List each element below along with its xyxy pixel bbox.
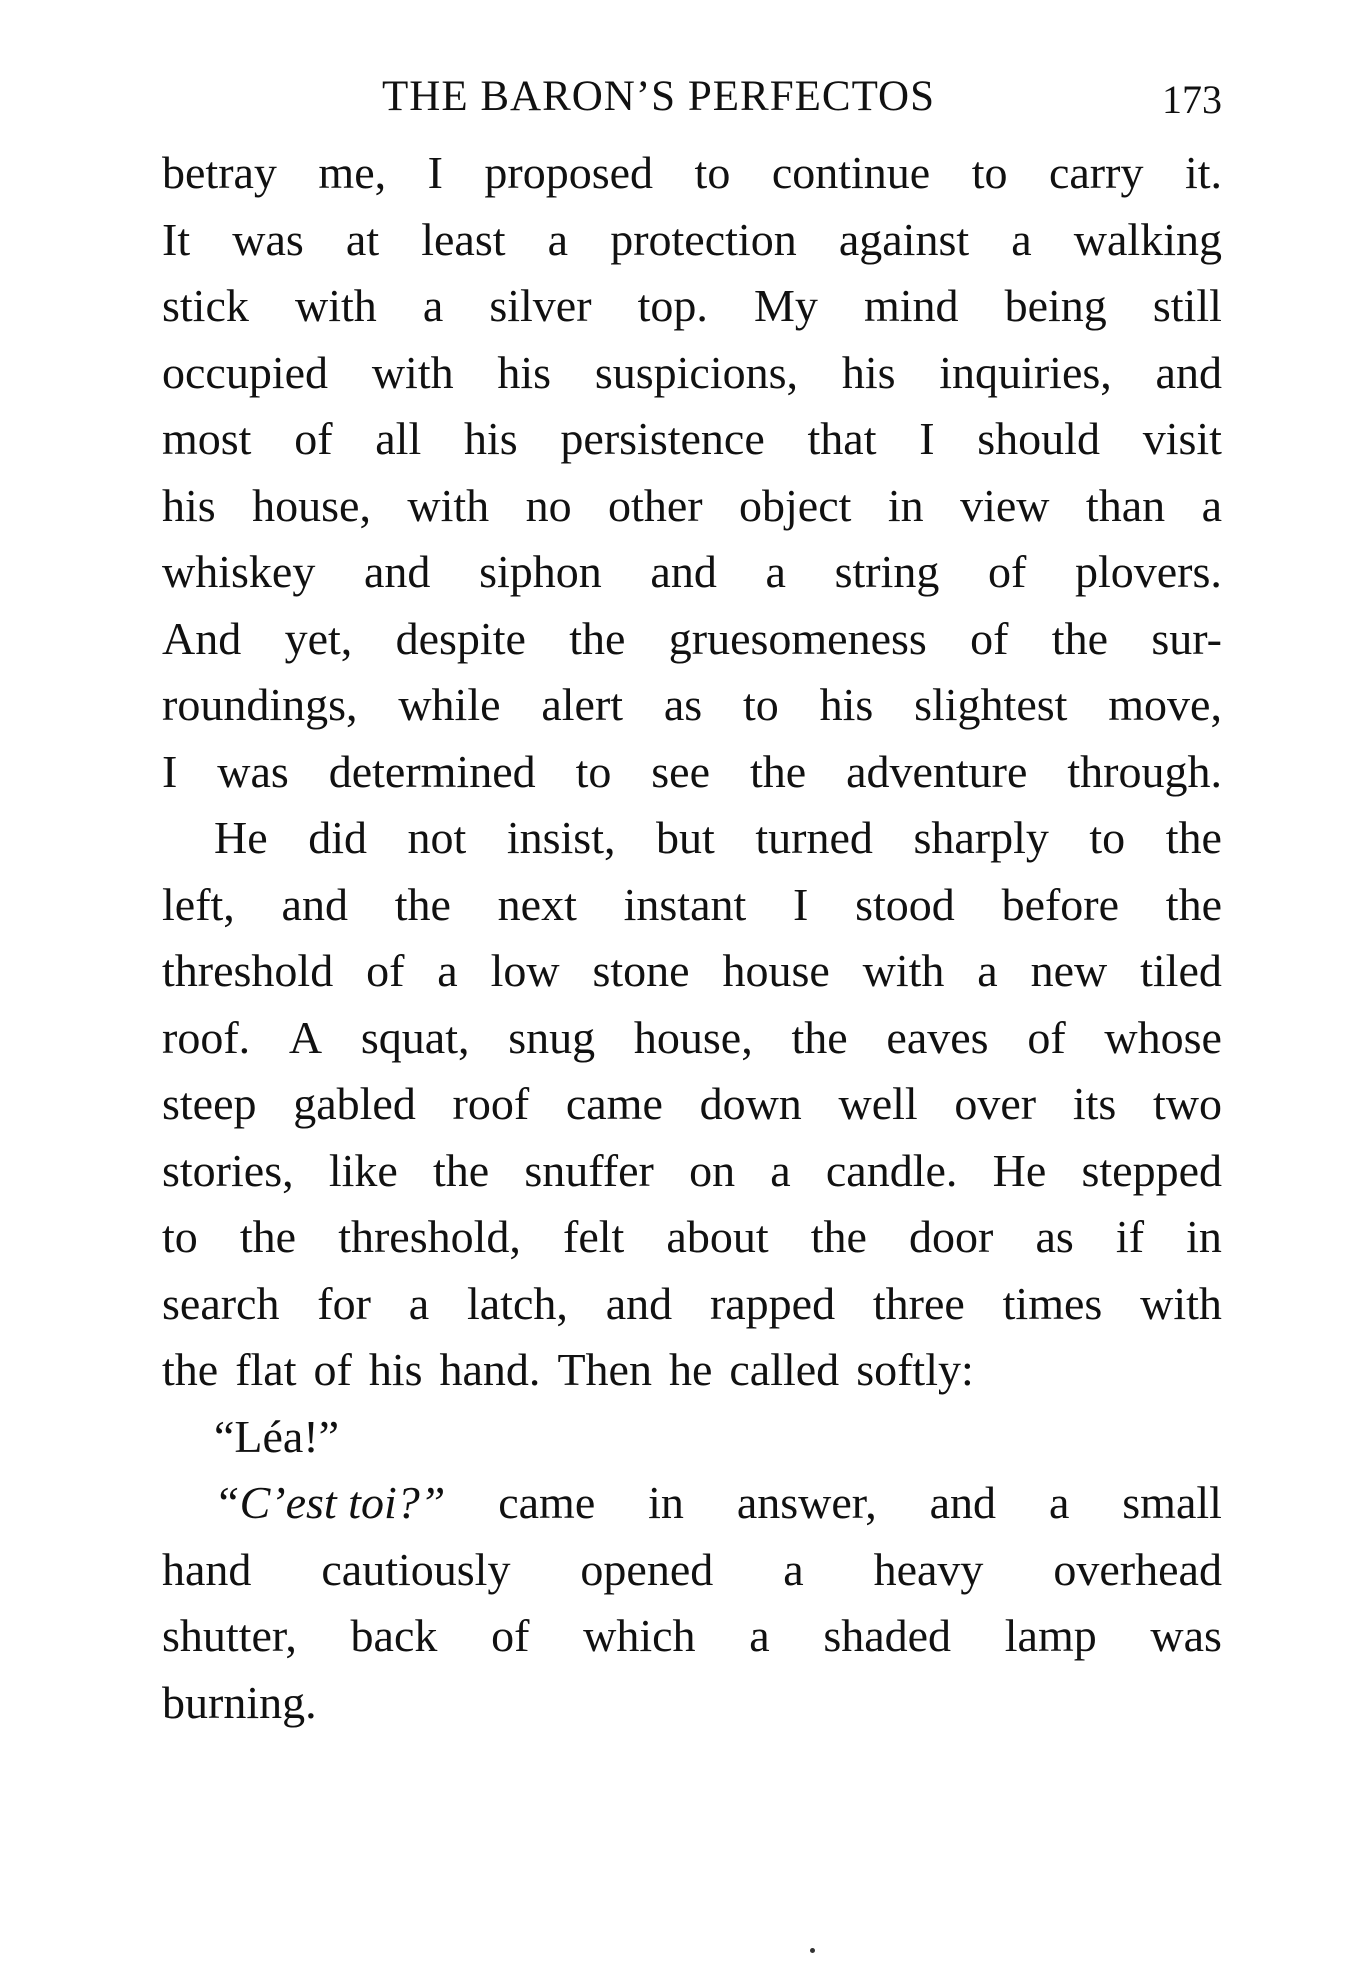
word: stood <box>855 878 955 930</box>
word: roof <box>452 1078 530 1129</box>
word: and <box>929 1477 997 1528</box>
word: a <box>547 213 569 265</box>
word: adventure <box>846 745 1028 797</box>
text-line <box>162 1271 1222 1338</box>
word: opened <box>580 1543 714 1595</box>
word: flat <box>235 1344 297 1395</box>
word: to <box>694 147 731 198</box>
word: inquiries, <box>939 346 1112 398</box>
word: with <box>371 346 454 398</box>
word: the <box>1165 878 1222 930</box>
word: a <box>770 1144 791 1196</box>
word: determined <box>328 745 536 797</box>
word: “C’est toi?” <box>214 1477 446 1528</box>
word: It <box>162 213 191 265</box>
word: that <box>807 413 877 464</box>
word: a <box>422 280 444 331</box>
word: move, <box>1108 679 1222 730</box>
word: house <box>722 945 830 996</box>
word: And <box>162 612 242 664</box>
word: roof. <box>162 1011 251 1063</box>
word: stepped <box>1081 1144 1222 1196</box>
word: he <box>668 1344 713 1395</box>
word: sur- <box>1151 612 1222 664</box>
body-text <box>162 140 1222 1736</box>
word: the <box>162 1344 219 1395</box>
word: turned <box>755 812 873 863</box>
word: instant <box>623 878 747 930</box>
word: the <box>394 878 451 930</box>
word: to <box>575 745 612 797</box>
word: to <box>162 1211 198 1262</box>
word: at <box>345 213 380 265</box>
word: the <box>433 1144 490 1196</box>
word: in <box>1186 1211 1222 1262</box>
word: stories, <box>162 1144 294 1196</box>
word: down <box>699 1078 802 1129</box>
word: house, <box>633 1011 753 1063</box>
word: I <box>793 878 809 930</box>
word: overhead <box>1053 1543 1222 1595</box>
word: Then <box>557 1344 652 1395</box>
word: proposed <box>484 147 654 198</box>
word: carry <box>1048 147 1144 198</box>
word: “Léa!” <box>214 1410 340 1462</box>
word: cautiously <box>321 1543 511 1595</box>
word: most <box>162 413 252 464</box>
word: object <box>739 479 852 531</box>
word: house, <box>252 479 371 531</box>
word: felt <box>563 1211 625 1262</box>
word: the <box>239 1211 297 1262</box>
word: its <box>1072 1078 1117 1129</box>
word: I <box>162 745 178 797</box>
word: shaded <box>823 1610 952 1661</box>
word: three <box>872 1277 965 1329</box>
word: continue <box>771 147 931 198</box>
word: of <box>988 546 1027 597</box>
word: back <box>350 1610 438 1661</box>
text-line <box>162 1404 1222 1471</box>
word: times <box>1002 1277 1103 1329</box>
word: a <box>437 945 458 996</box>
word: a <box>408 1277 430 1329</box>
word: the <box>810 1211 867 1262</box>
word: of <box>491 1610 530 1661</box>
word: He <box>214 812 268 863</box>
word: which <box>583 1610 696 1661</box>
text-line <box>162 539 1222 606</box>
word: his <box>497 346 552 398</box>
word: roundings, <box>162 679 358 730</box>
word: a <box>1011 213 1032 265</box>
word: hand. <box>439 1344 541 1395</box>
word: alert <box>541 679 624 730</box>
text-line <box>162 805 1222 872</box>
word: plovers. <box>1074 546 1222 597</box>
word: My <box>753 280 818 331</box>
word: A <box>288 1011 323 1063</box>
word: snug <box>508 1011 596 1063</box>
word: came <box>565 1078 663 1129</box>
page-number: 173 <box>1162 77 1222 122</box>
word: gabled <box>293 1078 416 1129</box>
word: threshold <box>162 945 334 996</box>
text-line <box>162 1337 1222 1404</box>
text-line <box>162 340 1222 407</box>
word: threshold, <box>338 1211 521 1262</box>
word: for <box>317 1277 371 1329</box>
word: on <box>689 1144 736 1196</box>
word: He <box>992 1144 1047 1196</box>
word: was <box>217 745 289 797</box>
word: through. <box>1067 745 1222 797</box>
text-line <box>162 872 1222 939</box>
running-head <box>162 72 1222 132</box>
text-line <box>162 473 1222 540</box>
word: as <box>1035 1211 1074 1262</box>
word: the <box>1051 612 1108 664</box>
word: of <box>313 1344 352 1395</box>
word: despite <box>395 612 526 664</box>
word: burning. <box>162 1676 317 1728</box>
word: and <box>650 546 717 597</box>
word: with <box>407 479 490 531</box>
word: a <box>765 546 786 597</box>
word: next <box>497 878 577 930</box>
word: was <box>1150 1610 1222 1661</box>
word: a <box>1048 1477 1070 1528</box>
word: over <box>954 1078 1037 1129</box>
word: see <box>651 745 711 797</box>
word: lamp <box>1004 1610 1097 1661</box>
word: a <box>1201 479 1222 531</box>
text-line <box>162 1005 1222 1072</box>
text-line <box>162 140 1222 207</box>
word: visit <box>1142 413 1222 464</box>
word: was <box>232 213 304 265</box>
word: came <box>498 1477 596 1528</box>
text-line <box>162 1670 1222 1737</box>
word: with <box>294 280 377 331</box>
word: to <box>1089 812 1126 863</box>
word: siphon <box>479 546 602 597</box>
word: sharply <box>913 812 1049 863</box>
word: insist, <box>506 812 616 863</box>
word: occupied <box>162 346 329 398</box>
word: slightest <box>914 679 1068 730</box>
word: it. <box>1184 147 1222 198</box>
print-speck <box>810 1948 815 1953</box>
word: and <box>281 878 348 930</box>
text-line <box>162 1071 1222 1138</box>
word: mind <box>863 280 959 331</box>
word: and <box>363 546 431 597</box>
word: yet, <box>284 612 353 664</box>
word: snuffer <box>524 1144 654 1196</box>
word: door <box>909 1211 994 1262</box>
word: as <box>663 679 703 730</box>
word: stone <box>592 945 690 996</box>
word: of <box>366 945 405 996</box>
word: steep <box>162 1078 257 1129</box>
word: no <box>525 479 572 531</box>
word: his <box>162 479 216 531</box>
word: least <box>421 213 506 265</box>
word: walking <box>1073 213 1222 265</box>
text-line <box>162 1537 1222 1604</box>
word: with <box>1140 1277 1222 1329</box>
word: top. <box>637 280 708 331</box>
text-line <box>162 606 1222 673</box>
word: while <box>398 679 501 730</box>
word: view <box>960 479 1050 531</box>
word: betray <box>162 147 277 198</box>
word: in <box>648 1477 684 1528</box>
word: of <box>1027 1011 1066 1063</box>
word: before <box>1001 878 1120 930</box>
word: being <box>1004 280 1107 331</box>
text-line <box>162 273 1222 340</box>
word: against <box>838 213 970 265</box>
word: called <box>729 1344 840 1395</box>
word: like <box>328 1144 398 1196</box>
word: candle. <box>825 1144 958 1196</box>
word: protection <box>610 213 797 265</box>
word: two <box>1152 1078 1222 1129</box>
word: well <box>838 1078 918 1129</box>
word: heavy <box>873 1543 984 1595</box>
word: his <box>819 679 874 730</box>
word: hand <box>162 1543 252 1595</box>
word: of <box>970 612 1009 664</box>
text-line <box>162 1603 1222 1670</box>
word: if <box>1115 1211 1145 1262</box>
word: I <box>427 147 443 198</box>
word: all <box>375 413 422 464</box>
word: than <box>1085 479 1166 531</box>
text-line <box>162 406 1222 473</box>
word: softly: <box>856 1344 974 1395</box>
word: answer, <box>736 1477 877 1528</box>
word: should <box>977 413 1100 464</box>
word: rapped <box>709 1277 836 1329</box>
word: the <box>791 1011 848 1063</box>
word: search <box>162 1277 280 1329</box>
text-line <box>162 938 1222 1005</box>
word: persistence <box>560 413 765 464</box>
word: tiled <box>1140 945 1222 996</box>
word: eaves <box>886 1011 989 1063</box>
word: stick <box>162 280 249 331</box>
word: a <box>783 1543 804 1595</box>
word: small <box>1122 1477 1222 1528</box>
word: not <box>407 812 467 863</box>
word: a <box>749 1610 770 1661</box>
word: his <box>463 413 518 464</box>
word: squat, <box>360 1011 470 1063</box>
word: I <box>919 413 935 464</box>
word: whose <box>1104 1011 1222 1063</box>
word: with <box>862 945 945 996</box>
word: whiskey <box>162 546 316 597</box>
text-line <box>162 672 1222 739</box>
word: shutter, <box>162 1610 297 1661</box>
word: silver <box>489 280 592 331</box>
word: gruesomeness <box>668 612 927 664</box>
running-title: THE BARON’S PERFECTOS <box>382 73 936 120</box>
word: new <box>1030 945 1108 996</box>
word: and <box>605 1277 673 1329</box>
word: to <box>743 679 779 730</box>
word: did <box>308 812 367 863</box>
word: in <box>887 479 924 531</box>
word: still <box>1152 280 1222 331</box>
text-line <box>162 1470 1222 1537</box>
word: the <box>749 745 807 797</box>
word: me, <box>318 147 387 198</box>
word: latch, <box>466 1277 568 1329</box>
word: suspicions, <box>594 346 799 398</box>
word: other <box>608 479 703 531</box>
word: but <box>656 812 715 863</box>
word: left, <box>162 878 235 930</box>
word: to <box>971 147 1008 198</box>
word: a <box>977 945 998 996</box>
text-line <box>162 1138 1222 1205</box>
word: string <box>834 546 940 597</box>
word: about <box>666 1211 769 1262</box>
word: his <box>368 1344 423 1395</box>
word: low <box>490 945 560 996</box>
text-line <box>162 1204 1222 1271</box>
word: the <box>569 612 626 664</box>
word: and <box>1155 346 1222 398</box>
word: the <box>1165 812 1222 863</box>
text-line <box>162 739 1222 806</box>
word: his <box>841 346 896 398</box>
text-line <box>162 207 1222 274</box>
word: of <box>294 413 333 464</box>
